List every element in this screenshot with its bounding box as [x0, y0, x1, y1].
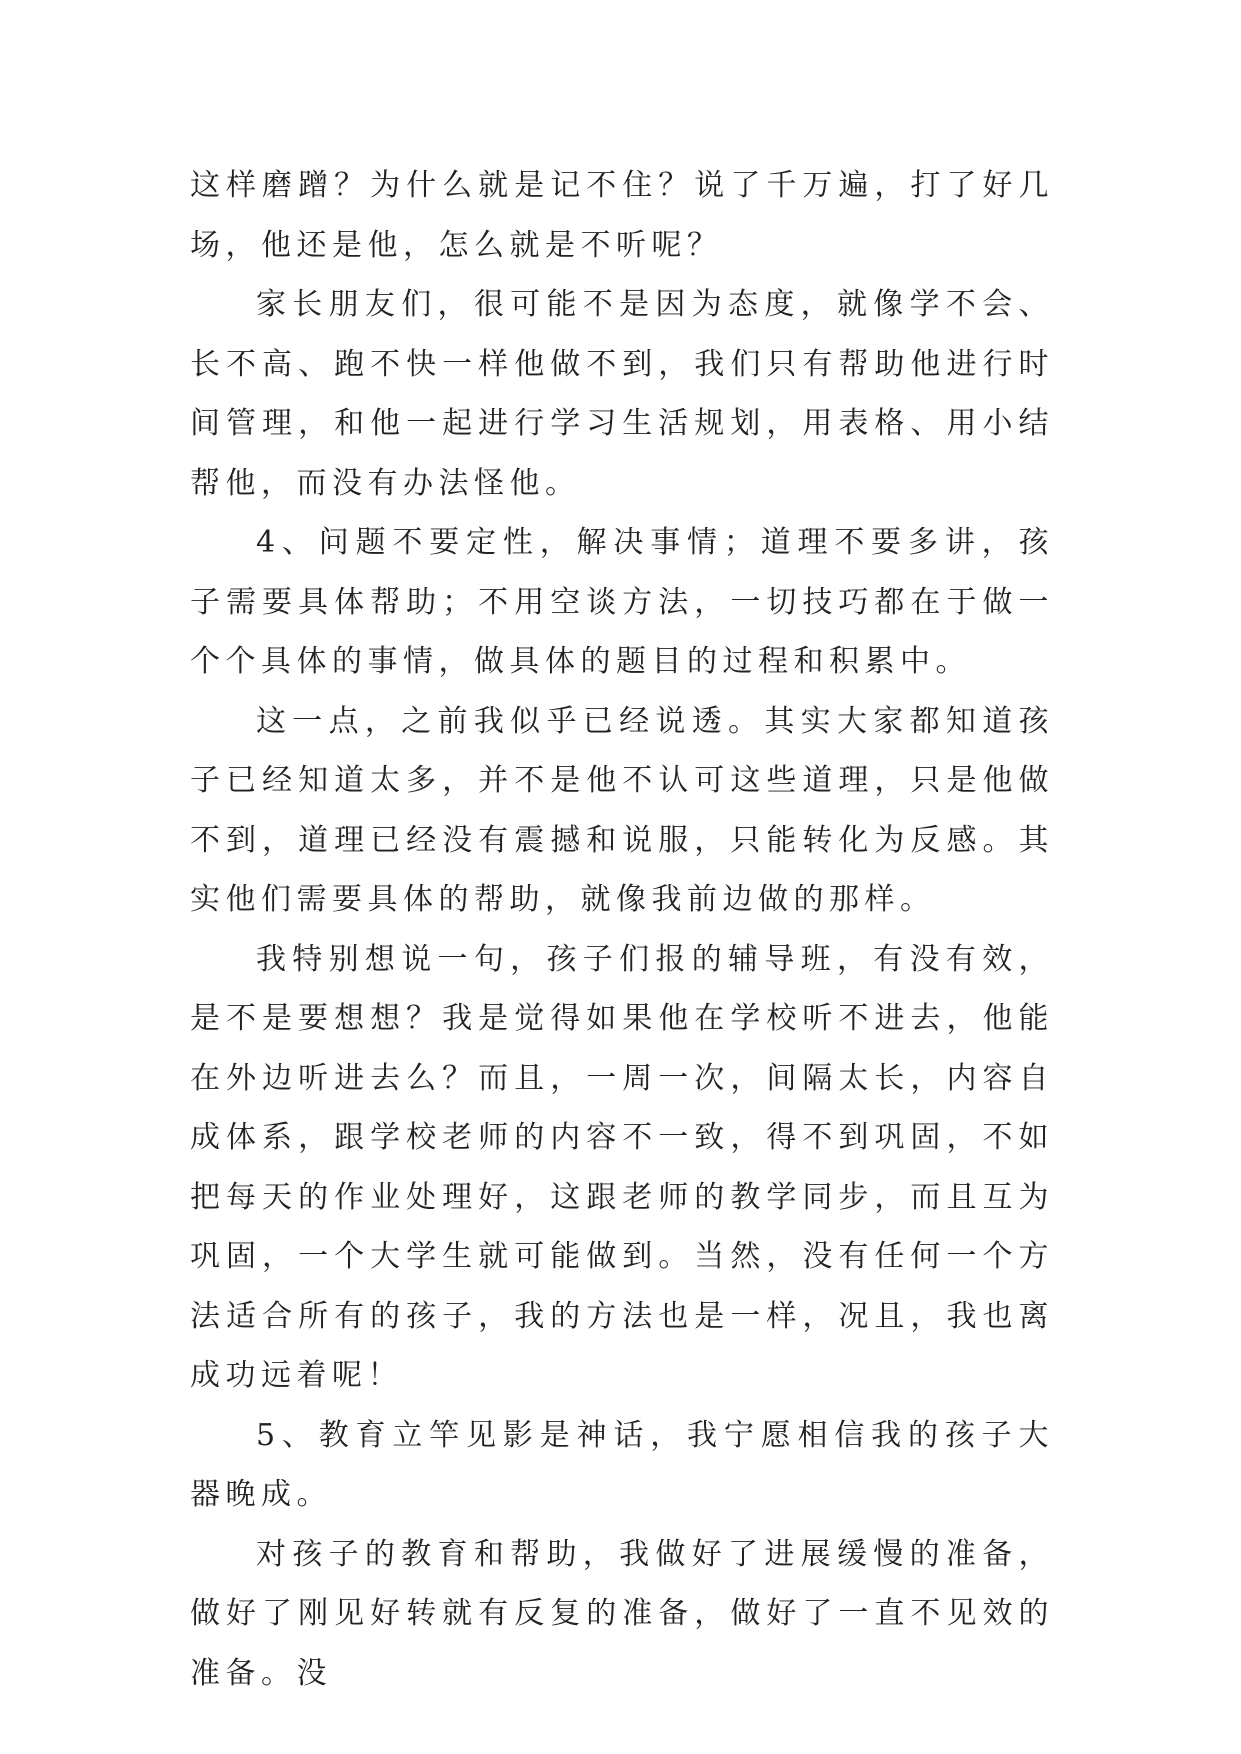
paragraph-5: 我特别想说一句，孩子们报的辅导班，有没有效，是不是要想想？我是觉得如果他在学校听不进去，他能在外边听进去么？而且，一周一次，间隔太长，内容自成体系，跟学校老师的内容不一致，得不到巩固，不如把每天的作业处理好，这跟老师的教学同步，而且互为巩固，一个大学生就可能做到。当然，没有任何一个方法适合所有的孩子，我的方法也是一样，况且，我也离成功远着呢！ — [190, 941, 1054, 1393]
paragraph-7: 对孩子的教育和帮助，我做好了进展缓慢的准备，做好了刚见好转就有反复的准备，做好了一直不见效的准备。没 — [190, 1536, 1054, 1691]
paragraph-3: 4、问题不要定性，解决事情；道理不要多讲，孩子需要具体帮助；不用空谈方法，一切技巧都在于做一个个具体的事情，做具体的题目的过程和积累中。 — [190, 525, 1054, 679]
paragraph-6: 5、教育立竿见影是神话，我宁愿相信我的孩子大器晚成。 — [190, 1417, 1054, 1512]
paragraph-4: 这一点，之前我似乎已经说透。其实大家都知道孩子已经知道太多，并不是他不认可这些道理，只是他做不到，道理已经没有震撼和说服，只能转化为反感。其实他们需要具体的帮助，就像我前边做的那样。 — [190, 703, 1054, 917]
paragraph-2: 家长朋友们，很可能不是因为态度，就像学不会、长不高、跑不快一样他做不到，我们只有帮助他进行时间管理，和他一起进行学习生活规划，用表格、用小结帮他，而没有办法怪他。 — [190, 287, 1054, 501]
document-body — [190, 156, 1054, 1703]
paragraph-1: 这样磨蹭？为什么就是记不住？说了千万遍，打了好几场，他还是他，怎么就是不听呢？ — [190, 168, 1054, 263]
